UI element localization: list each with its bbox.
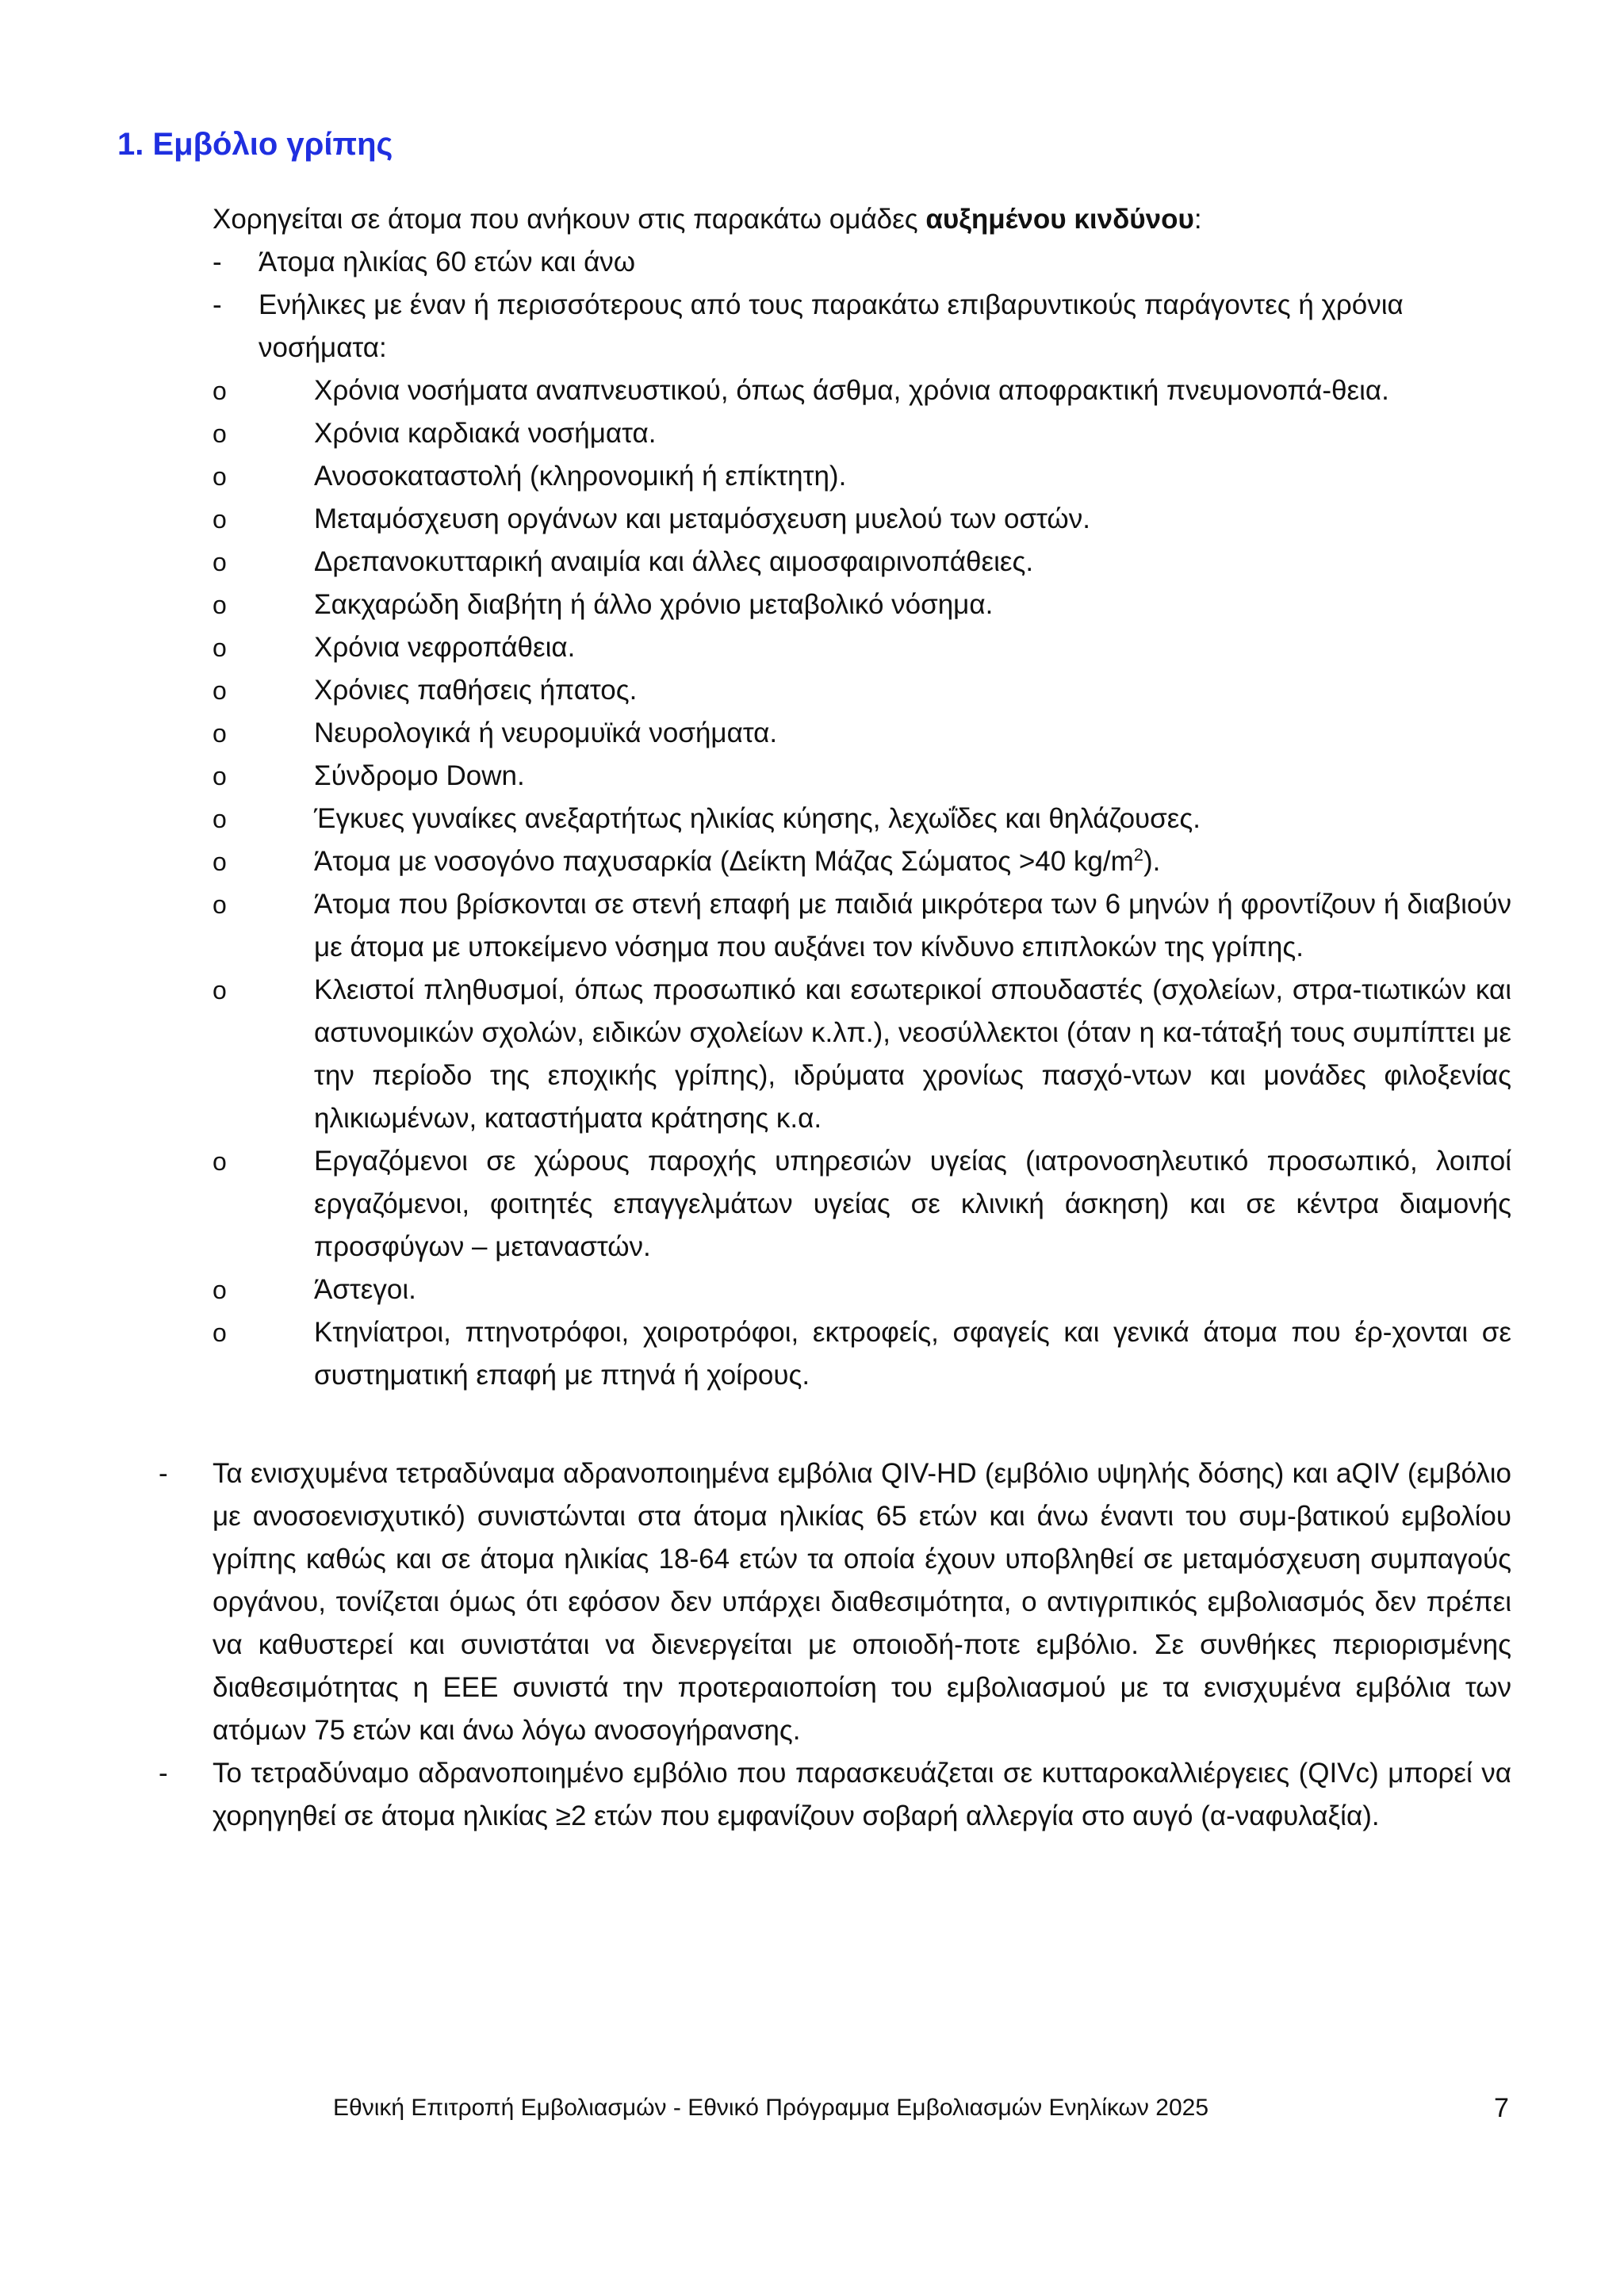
condition-text: Δρεπανοκυτταρική αναιμία και άλλες αιμοσφαιρινοπάθειες. <box>314 546 1034 577</box>
circle-bullet: o <box>213 890 227 919</box>
intro-emphasis: αυξημένου κινδύνου <box>925 204 1194 235</box>
circle-bullet: o <box>213 377 227 405</box>
condition-item <box>213 669 1511 712</box>
circle-bullet: o <box>213 976 227 1004</box>
intro-paragraph <box>213 198 1511 241</box>
condition-text: Εργαζόμενοι σε χώρους παροχής υπηρεσιών υγείας (ιατρονοσηλευτικό προσωπικό, λοιποί εργαζόμενοι, φοιτητές επαγγελμάτων υγείας σε κλινική άσκηση) και σε κέντρα διαμονής προσφύγων – μεταναστών. <box>314 1146 1511 1262</box>
condition-item <box>213 498 1511 541</box>
condition-text: Κτηνίατροι, πτηνοτρόφοι, χοιροτρόφοι, εκτροφείς, σφαγείς και γενικά άτομα που έρ-χονται σε συστηματική επαφή με πτηνά ή χοίρους. <box>314 1317 1511 1391</box>
condition-item <box>213 712 1511 755</box>
dash-bullet: - <box>213 247 222 277</box>
page-number: 7 <box>1494 2093 1509 2123</box>
list-item-adults-chronic <box>213 284 1511 369</box>
circle-bullet: o <box>213 633 227 662</box>
circle-bullet: o <box>213 719 227 748</box>
condition-text: Άστεγοι. <box>314 1274 416 1305</box>
condition-item <box>213 755 1511 798</box>
condition-item <box>213 412 1511 455</box>
condition-item <box>213 1311 1511 1397</box>
section-body <box>159 198 1511 1838</box>
circle-bullet: o <box>213 462 227 491</box>
condition-item <box>213 626 1511 669</box>
section-heading: 1. Εμβόλιο γρίπης <box>117 127 393 162</box>
dash-bullet: - <box>159 1758 168 1789</box>
condition-item <box>213 798 1511 840</box>
condition-item-obesity <box>213 840 1511 883</box>
condition-item <box>213 369 1511 412</box>
condition-text: Χρόνιες παθήσεις ήπατος. <box>314 675 638 706</box>
notes-list <box>159 1452 1511 1838</box>
condition-text: Χρόνια νοσήματα αναπνευστικού, όπως άσθμα, χρόνια αποφρακτική πνευμονοπά-θεια. <box>314 375 1389 406</box>
condition-item <box>213 541 1511 584</box>
circle-bullet: o <box>213 419 227 448</box>
circle-bullet: o <box>213 591 227 619</box>
conditions-list <box>213 369 1511 1397</box>
circle-bullet: o <box>213 505 227 534</box>
condition-item <box>213 969 1511 1140</box>
superscript-two: 2 <box>1133 844 1144 865</box>
page-footer: Εθνική Επιτροπή Εμβολιασμών - Εθνικό Πρόγραμμα Εμβολιασμών Ενηλίκων 2025 <box>333 2095 1209 2121</box>
condition-text: Άτομα που βρίσκονται σε στενή επαφή με παιδιά μικρότερα των 6 μηνών ή φροντίζουν ή διαβιούν με άτομα με υποκείμενο νόσημα που αυξάνει τον κίνδυνο επιπλοκών της γρίπης. <box>314 889 1511 962</box>
intro-text: Χορηγείται σε άτομα που ανήκουν στις παρακάτω ομάδες <box>213 204 926 235</box>
condition-text-end: ). <box>1143 846 1161 877</box>
circle-bullet: o <box>213 548 227 576</box>
condition-item <box>213 455 1511 498</box>
condition-item <box>213 584 1511 626</box>
condition-text: Άτομα με νοσογόνο παχυσαρκία (Δείκτη Μάζας Σώματος >40 kg/m <box>314 846 1134 877</box>
circle-bullet: o <box>213 1318 227 1347</box>
intro-end: : <box>1193 204 1202 235</box>
circle-bullet: o <box>213 676 227 705</box>
note-item-enhanced-vaccines <box>159 1452 1511 1752</box>
note-text: Τα ενισχυμένα τετραδύναμα αδρανοποιημένα εμβόλια QIV-HD (εμβόλιο υψηλής δόσης) και aQIV (εμβόλιο με ανοσοενισχυτικό) συνιστώνται στα άτομα ηλικίας 65 ετών και άνω έναντι του συμ-βατικού εμβολίου γρίπης καθώς και σε άτομα ηλικίας 18-64 ετών τα οποία έχουν υποβληθεί σε μεταμόσχευση συμπαγούς οργάνου, τονίζεται όμως ότι εφόσον δεν υπάρχει διαθεσιμότητα, ο αντιγριπικός εμβολιασμός δεν πρέπει να καθυστερεί και συνιστάται να διενεργείται με οποιοδή-ποτε εμβόλιο. Σε συνθήκες περιορισμένης διαθεσιμότητας η ΕΕΕ συνιστά την προτεραιοποίση του εμβολιασμού με τα ενισχυμένα εμβόλια των ατόμων 75 ετών και άνω λόγω ανοσογήρανσης. <box>213 1458 1511 1746</box>
list-item-text: Ενήλικες με έναν ή περισσότερους από τους παρακάτω επιβαρυντικούς παράγοντες ή χρόνια νοσήματα: <box>259 289 1404 363</box>
condition-text: Σακχαρώδη διαβήτη ή άλλο χρόνιο μεταβολικό νόσημα. <box>314 589 994 620</box>
condition-item <box>213 1140 1511 1269</box>
risk-group-list <box>213 241 1511 369</box>
circle-bullet: o <box>213 848 227 876</box>
circle-bullet: o <box>213 1276 227 1304</box>
circle-bullet: o <box>213 805 227 833</box>
condition-text: Χρόνια νεφροπάθεια. <box>314 632 576 663</box>
list-item-text: Άτομα ηλικίας 60 ετών και άνω <box>259 247 636 277</box>
condition-item <box>213 1269 1511 1311</box>
circle-bullet: o <box>213 762 227 790</box>
condition-item <box>213 883 1511 969</box>
condition-text: Κλειστοί πληθυσμοί, όπως προσωπικό και εσωτερικοί σπουδαστές (σχολείων, στρα-τιωτικών και αστυνομικών σχολών, ειδικών σχολείων κ.λπ.), νεοσύλλεκτοι (όταν η κα-τάταξή τους συμπίπτει με την περίοδο της εποχικής γρίπης), ιδρύματα χρονίως πασχό-ντων και μονάδες φιλοξενίας ηλικιωμένων, καταστήματα κράτησης κ.α. <box>314 974 1511 1134</box>
condition-text: Έγκυες γυναίκες ανεξαρτήτως ηλικίας κύησης, λεχωΐδες και θηλάζουσες. <box>314 803 1201 834</box>
condition-text: Μεταμόσχευση οργάνων και μεταμόσχευση μυελού των οστών. <box>314 503 1090 534</box>
dash-bullet: - <box>159 1458 168 1489</box>
note-text: Το τετραδύναμο αδρανοποιημένο εμβόλιο που παρασκευάζεται σε κυτταροκαλλιέργειες (QIVc) μπορεί να χορηγηθεί σε άτομα ηλικίας ≥2 ετών που εμφανίζουν σοβαρή αλλεργία στο αυγό (α-ναφυλαξία). <box>213 1758 1511 1831</box>
circle-bullet: o <box>213 1147 227 1176</box>
condition-text: Νευρολογικά ή νευρομυϊκά νοσήματα. <box>314 718 778 748</box>
condition-text: Χρόνια καρδιακά νοσήματα. <box>314 418 657 449</box>
note-item-qivc <box>159 1752 1511 1838</box>
list-item-age-60 <box>213 241 1511 284</box>
condition-text: Σύνδρομο Down. <box>314 760 525 791</box>
dash-bullet: - <box>213 289 222 320</box>
condition-text: Ανοσοκαταστολή (κληρονομική ή επίκτητη). <box>314 461 847 492</box>
